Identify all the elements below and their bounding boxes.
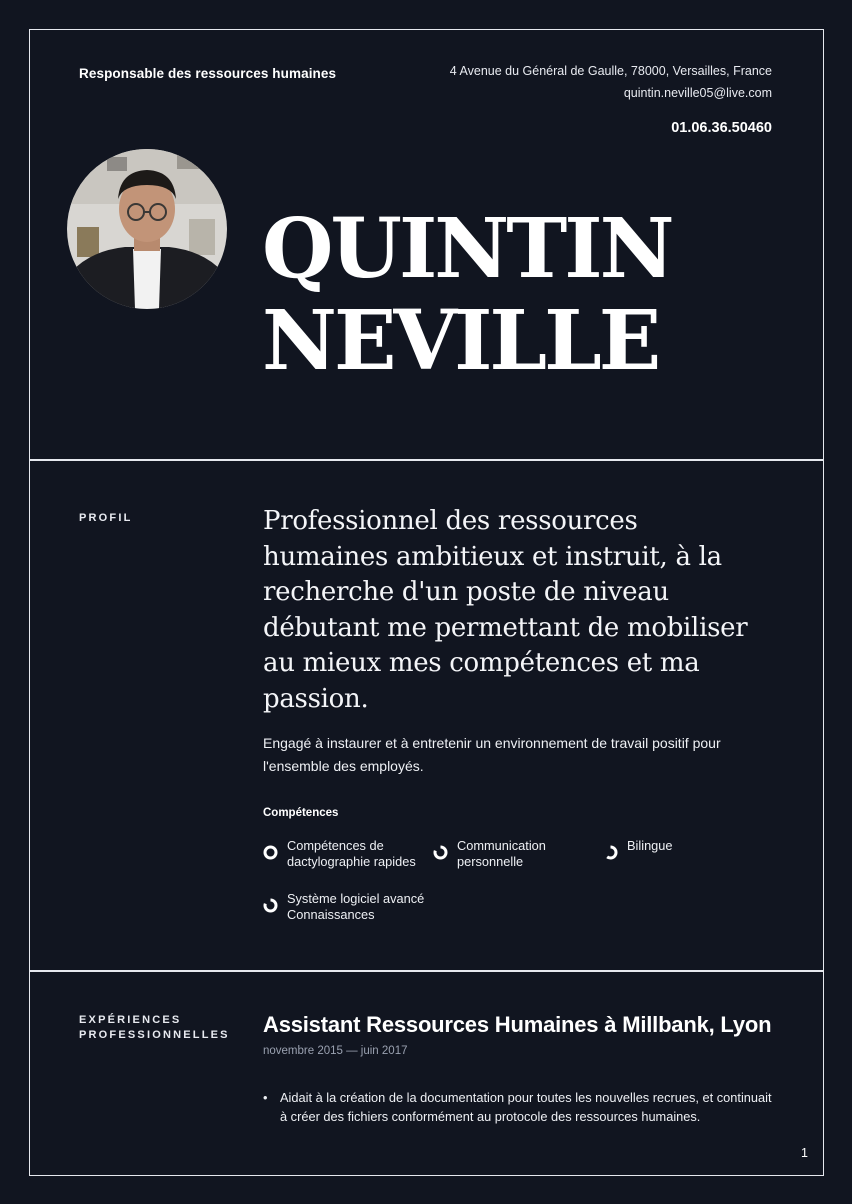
skill-level-ring-icon bbox=[263, 845, 278, 860]
skill-label: Compétences de dactylographie rapides bbox=[287, 838, 416, 869]
experience-bullet bbox=[263, 1088, 778, 1126]
email: quintin.neville05@live.com bbox=[623, 86, 772, 100]
profile-photo bbox=[67, 149, 227, 309]
job-title: Responsable des ressources humaines bbox=[79, 66, 337, 81]
skill-item bbox=[433, 838, 598, 870]
profile-body: Engagé à instaurer et à entretenir un environnement de travail positif pour l'ensemble des employés. bbox=[263, 735, 721, 774]
skill-label: Bilingue bbox=[627, 838, 673, 853]
skill-item bbox=[263, 838, 428, 870]
skill-level-ring-icon bbox=[603, 845, 618, 860]
experience-title: Assistant Ressources Humaines à Millbank, Lyon bbox=[263, 1012, 772, 1037]
skill-item bbox=[263, 891, 463, 923]
skill-label: Système logiciel avancé Connaissances bbox=[287, 891, 425, 922]
skill-level-ring-icon bbox=[433, 845, 448, 860]
name-last: NEVILLE bbox=[262, 293, 659, 389]
profile-section-label: PROFIL bbox=[79, 512, 133, 524]
skill-label: Communication personnelle bbox=[457, 838, 546, 869]
experience-bullet-text: Aidait à la création de la documentation pour toutes les nouvelles recrues, et continuait à créer des fichiers conformément au protocole des ressources humaines. bbox=[280, 1090, 772, 1124]
experience-frame bbox=[29, 970, 824, 1176]
experience-dates: novembre 2015 — juin 2017 bbox=[263, 1045, 408, 1057]
skill-level-ring-icon bbox=[263, 898, 278, 913]
address: 4 Avenue du Général de Gaulle, 78000, Versailles, France bbox=[449, 64, 772, 78]
phone: 01.06.36.50460 bbox=[671, 120, 772, 136]
bullet-icon: • bbox=[263, 1090, 268, 1105]
skill-item bbox=[603, 838, 768, 860]
skills-title: Compétences bbox=[263, 807, 339, 819]
experience-section-label: EXPÉRIENCES PROFESSIONNELLES bbox=[79, 1014, 230, 1042]
name-first: QUINTIN bbox=[262, 201, 672, 297]
profile-headline: Professionnel des ressources humaines ambitieux et instruit, à la recherche d'un poste de niveau débutant me permettant de mobiliser au mieux mes compétences et ma passion. bbox=[263, 506, 748, 714]
page-number: 1 bbox=[801, 1146, 808, 1160]
